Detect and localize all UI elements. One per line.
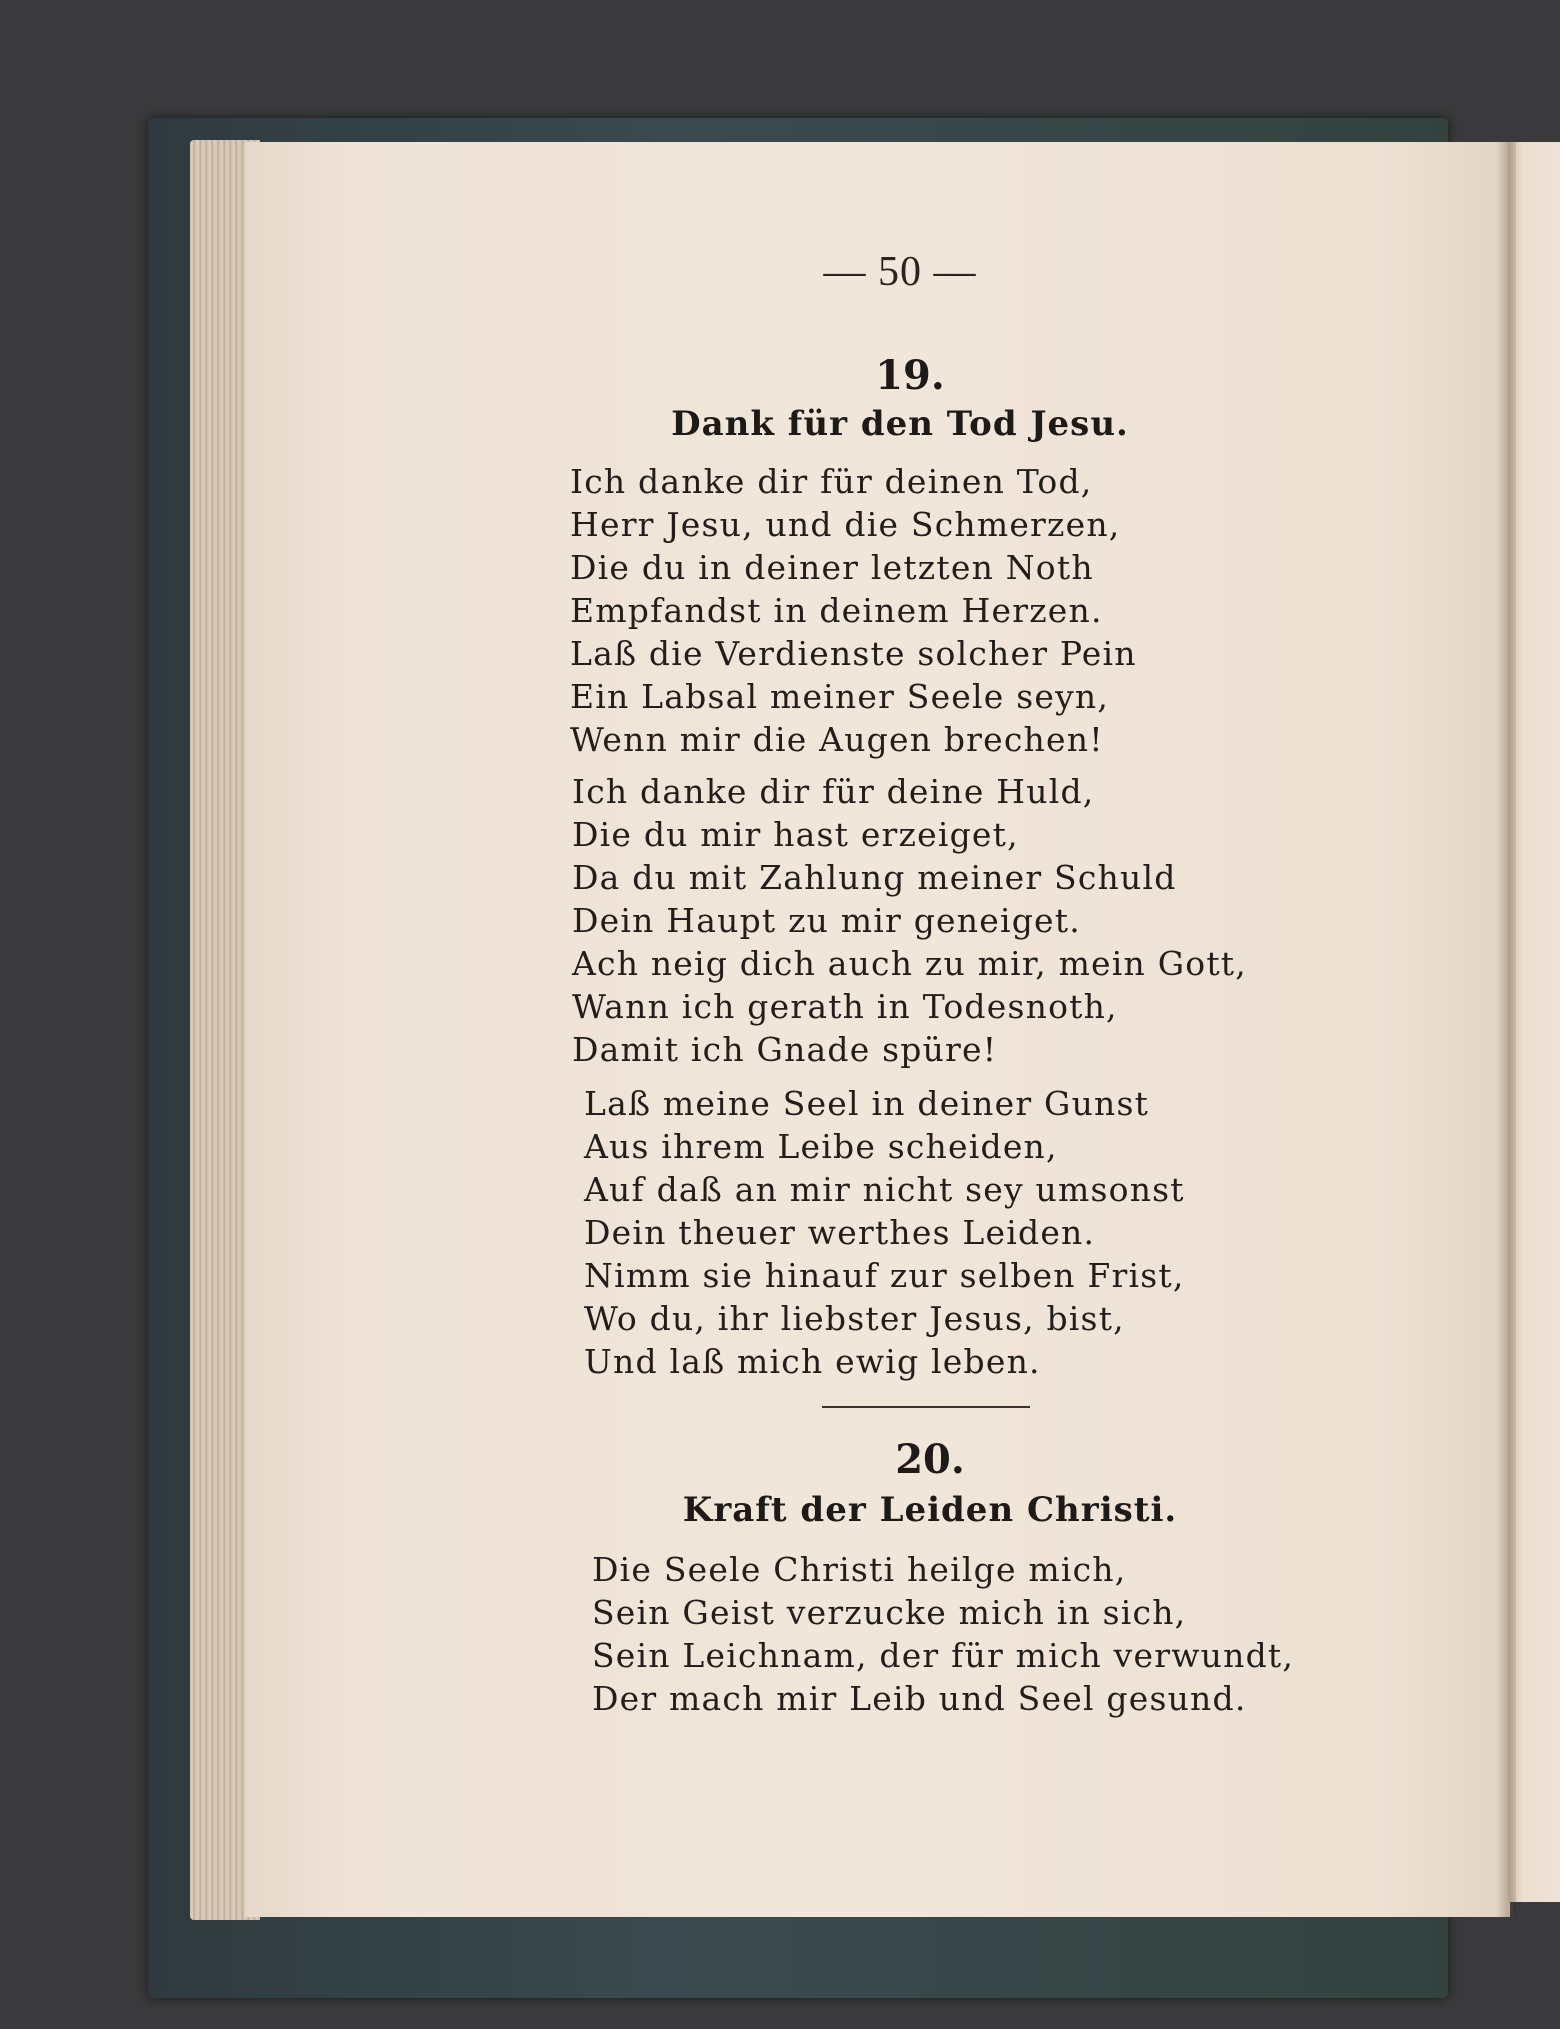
verse-line: Die Seele Christi heilge mich, xyxy=(592,1550,1127,1589)
verse-line: Sein Leichnam, der für mich verwundt, xyxy=(592,1636,1295,1675)
verse-line: Sein Geist verzucke mich in sich, xyxy=(592,1593,1187,1632)
verse-line: Dein theuer werthes Leiden. xyxy=(584,1213,1096,1252)
hymn-title: Kraft der Leiden Christi. xyxy=(682,1490,1178,1530)
verse-line: Nimm sie hinauf zur selben Frist, xyxy=(584,1256,1185,1295)
verse-line: Aus ihrem Leibe scheiden, xyxy=(584,1127,1058,1166)
verse-line: Die du mir hast erzeiget, xyxy=(572,815,1019,854)
verse-line: Wo du, ihr liebster Jesus, bist, xyxy=(584,1299,1125,1338)
verse-line: Die du in deiner letzten Noth xyxy=(570,548,1094,587)
verse-line: Laß meine Seel in deiner Gunst xyxy=(584,1084,1150,1123)
verse-line: Laß die Verdienste solcher Pein xyxy=(570,634,1137,673)
verse-line: Ein Labsal meiner Seele seyn, xyxy=(570,677,1110,716)
verse-line: Auf daß an mir nicht sey umsonst xyxy=(584,1170,1185,1209)
page-number: — 50 — xyxy=(823,249,977,295)
verse-line: Und laß mich ewig leben. xyxy=(584,1342,1041,1381)
verse-line: Dein Haupt zu mir geneiget. xyxy=(572,901,1081,940)
hymn-title: Dank für den Tod Jesu. xyxy=(671,404,1129,444)
stanza xyxy=(584,1082,1185,1383)
page-gutter xyxy=(1496,142,1516,1917)
verse-line: Wann ich gerath in Todesnoth, xyxy=(572,987,1118,1026)
verse-line: Herr Jesu, und die Schmerzen, xyxy=(570,505,1121,544)
verse-line: Da du mit Zahlung meiner Schuld xyxy=(572,858,1177,897)
stanza xyxy=(592,1548,1294,1720)
verse-line: Ich danke dir für deine Huld, xyxy=(572,772,1095,811)
verse-line: Damit ich Gnade spüre! xyxy=(572,1030,998,1069)
stanza xyxy=(572,770,1247,1071)
verse-line: Empfandst in deinem Herzen. xyxy=(570,591,1103,630)
verse-line: Wenn mir die Augen brechen! xyxy=(570,720,1104,759)
section-divider xyxy=(822,1406,1030,1408)
hymn-number: 20. xyxy=(895,1436,965,1483)
verse-line: Ach neig dich auch zu mir, mein Gott, xyxy=(572,944,1247,983)
verse-line: Der mach mir Leib und Seel gesund. xyxy=(592,1679,1247,1718)
stanza xyxy=(570,460,1137,761)
verse-line: Ich danke dir für deinen Tod, xyxy=(570,462,1093,501)
hymn-number: 19. xyxy=(875,352,945,399)
